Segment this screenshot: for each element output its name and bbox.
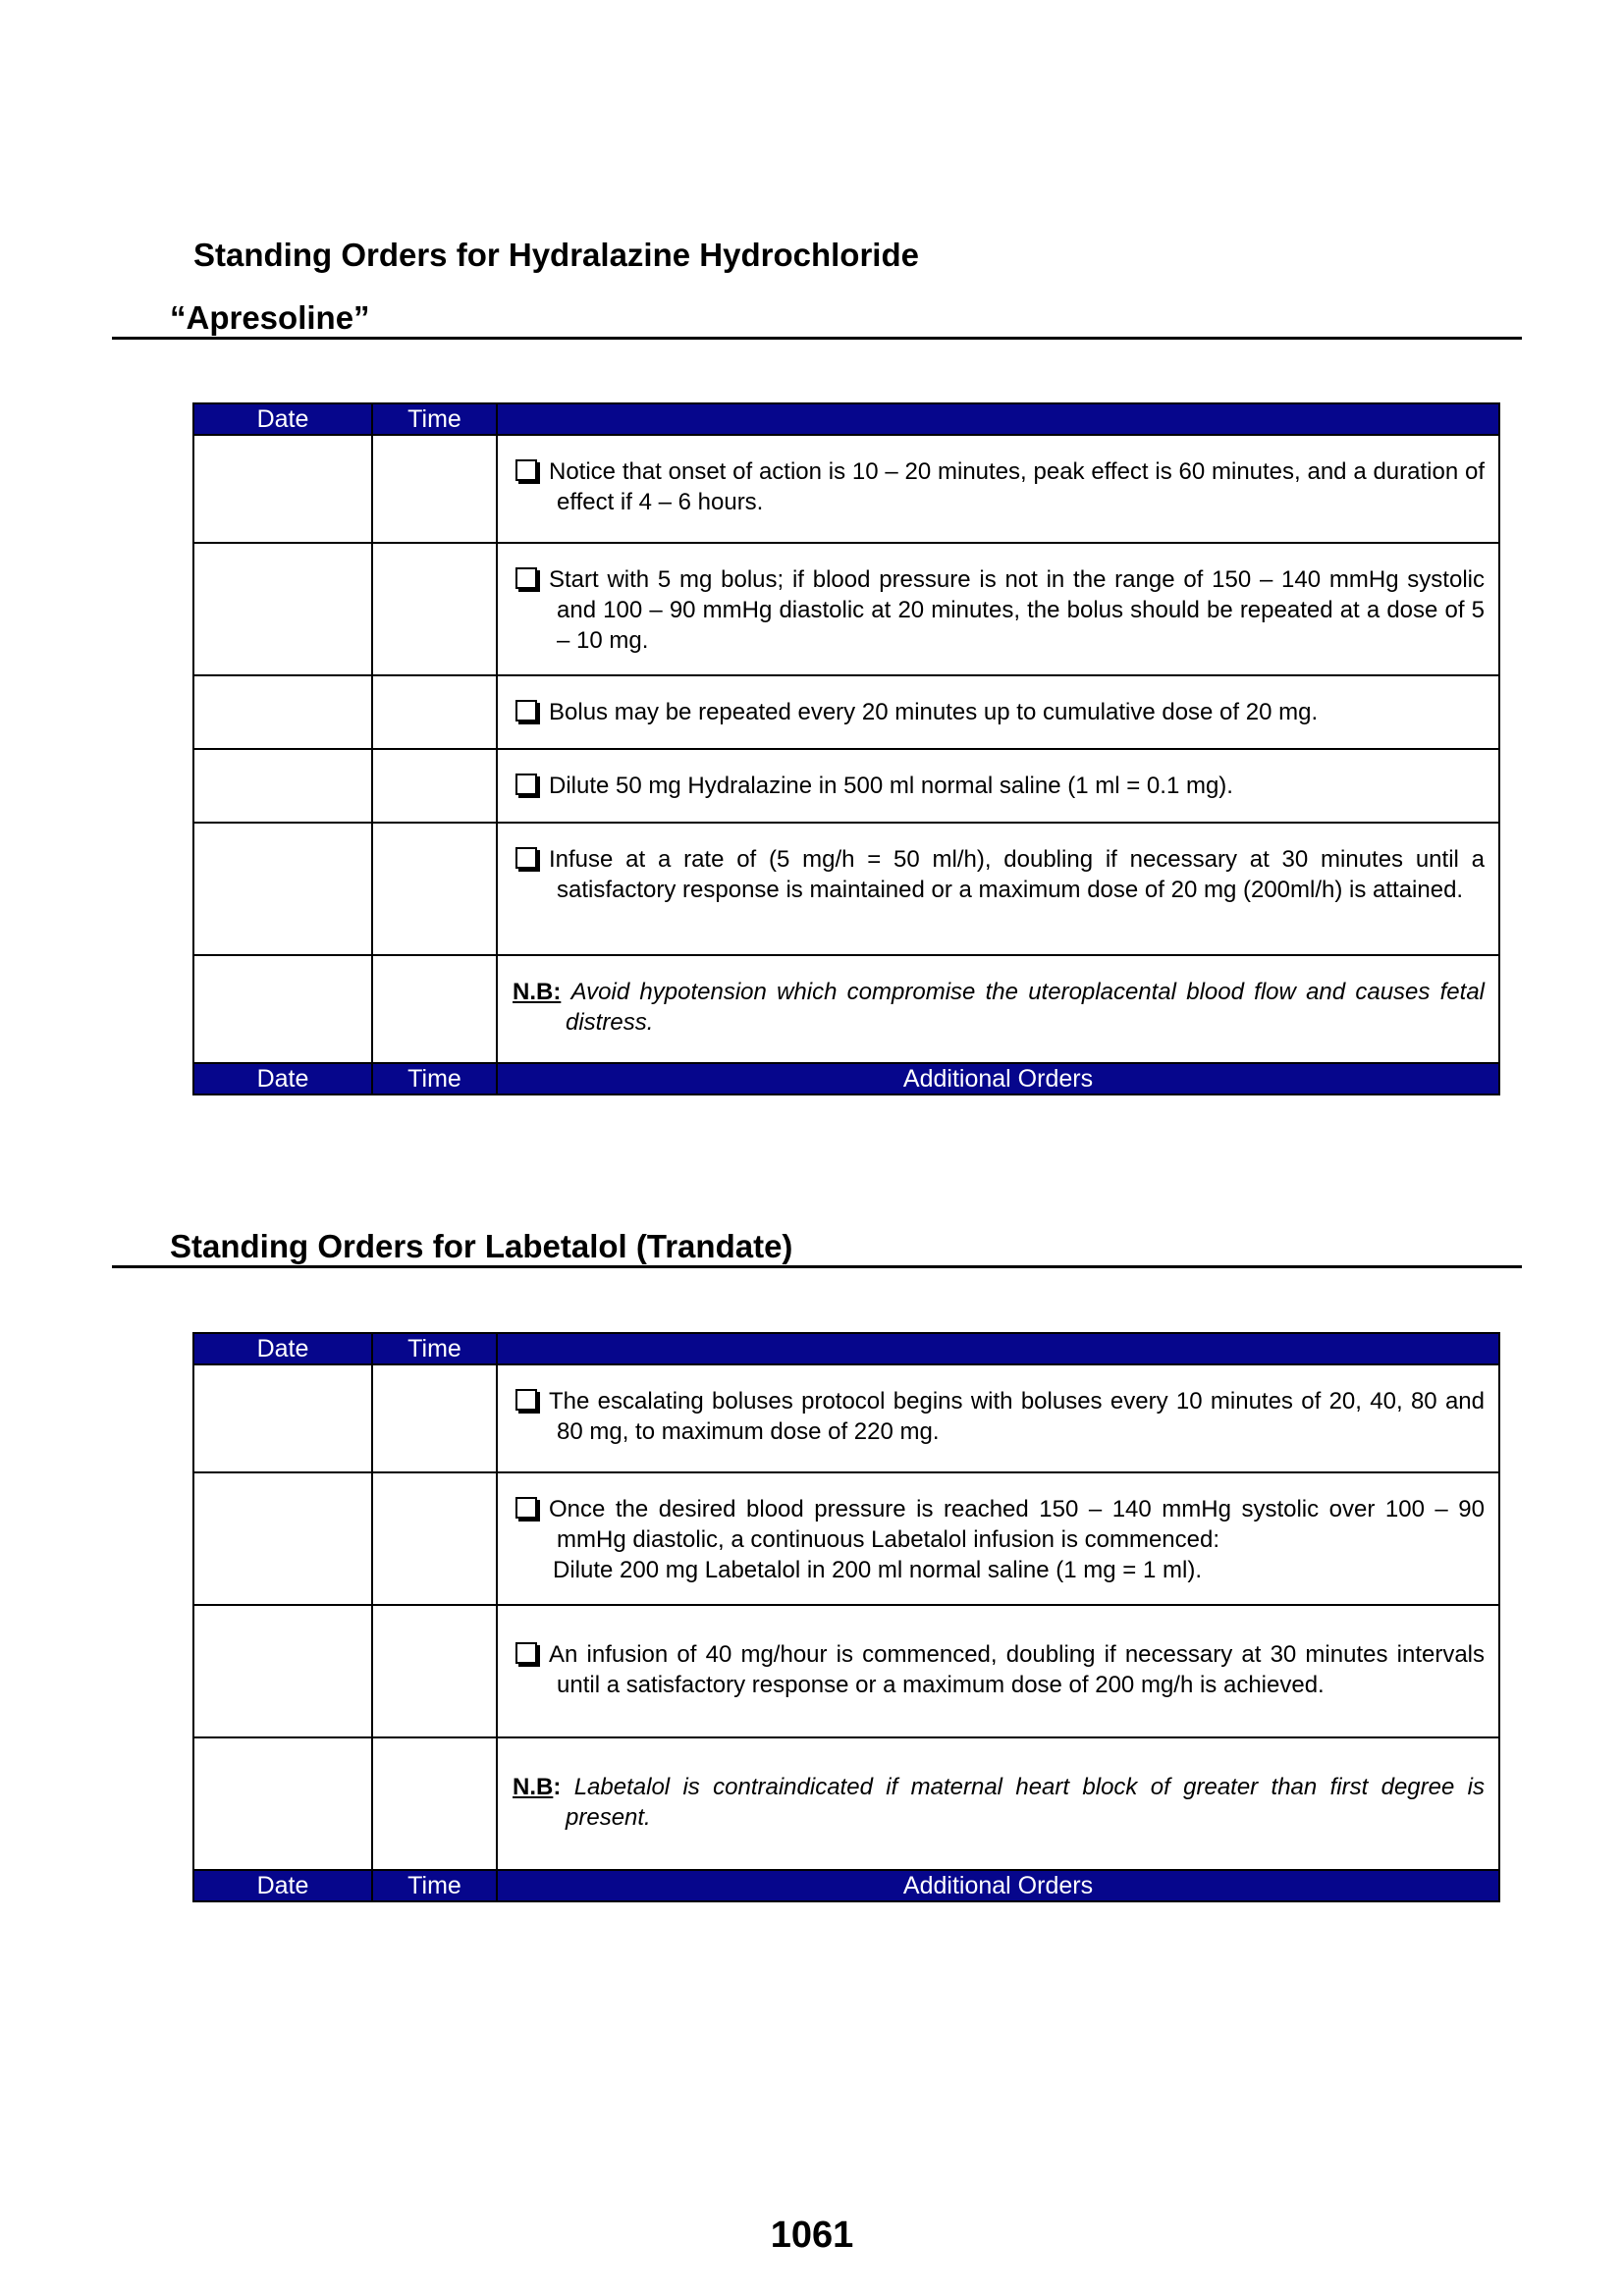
table-row (193, 823, 1499, 955)
table-row (193, 1605, 1499, 1737)
time-footer: Time (372, 1063, 497, 1095)
order-text: An infusion of 40 mg/hour is commenced, doubling if necessary at 30 minutes intervals until a satisfactory response or a maximum dose of 200 mg/h is achieved. (549, 1641, 1485, 1698)
page-number: 1061 (770, 2215, 854, 2256)
date-cell[interactable] (193, 675, 372, 749)
time-cell[interactable] (372, 543, 497, 675)
time-cell[interactable] (372, 823, 497, 955)
date-cell[interactable] (193, 543, 372, 675)
table-footer (193, 1870, 1499, 1901)
order-text: The escalating boluses protocol begins with boluses every 10 minutes of 20, 40, 80 and 80 mg, to maximum dose of 220 mg. (549, 1388, 1485, 1445)
table-row (193, 1364, 1499, 1472)
table-header (193, 403, 1499, 435)
nb-label: N.B: (513, 979, 562, 1005)
hydralazine-orders-table (192, 402, 1500, 1095)
time-cell[interactable] (372, 675, 497, 749)
section2-title: Standing Orders for Labetalol (Trandate) (170, 1228, 793, 1264)
time-cell[interactable] (372, 1605, 497, 1737)
table-row (193, 435, 1499, 543)
orders-header (497, 1333, 1499, 1364)
order-text: Once the desired blood pressure is reached 150 – 140 mmHg systolic over 100 – 90 mmHg diastolic, a continuous Labetalol infusion is commenced: (549, 1496, 1485, 1553)
date-cell[interactable] (193, 435, 372, 543)
time-header: Time (372, 403, 497, 435)
time-cell[interactable] (372, 1364, 497, 1472)
date-cell[interactable] (193, 955, 372, 1063)
order-text: Start with 5 mg bolus; if blood pressure is not in the range of 150 – 140 mmHg systolic and 100 – 90 mmHg diastolic at 20 minutes, the bolus should be repeated at a dose of 5 – 10 mg. (549, 566, 1485, 654)
nb-text: Avoid hypotension which compromise the uteroplacental blood flow and causes fetal distress. (566, 979, 1486, 1036)
labetalol-orders-table (192, 1332, 1500, 1902)
section2-rule (112, 1265, 1522, 1268)
date-cell[interactable] (193, 1605, 372, 1737)
checkbox[interactable] (515, 1642, 537, 1664)
table-row (193, 1737, 1499, 1870)
nb-note (512, 977, 1485, 1038)
date-footer: Date (193, 1063, 372, 1095)
table-header (193, 1333, 1499, 1364)
checkbox[interactable] (515, 1389, 537, 1411)
date-cell[interactable] (193, 1472, 372, 1605)
date-cell[interactable] (193, 1364, 372, 1472)
table-row (193, 675, 1499, 749)
date-header: Date (193, 403, 372, 435)
nb-colon: : (553, 1774, 562, 1800)
checkbox[interactable] (515, 847, 537, 869)
date-header: Date (193, 1333, 372, 1364)
checkbox[interactable] (515, 459, 537, 481)
table-footer (193, 1063, 1499, 1095)
time-footer: Time (372, 1870, 497, 1901)
order-text: Dilute 50 mg Hydralazine in 500 ml normal saline (1 ml = 0.1 mg). (549, 773, 1233, 799)
orders-header (497, 403, 1499, 435)
checkbox[interactable] (515, 1497, 537, 1519)
date-cell[interactable] (193, 823, 372, 955)
time-cell[interactable] (372, 749, 497, 823)
checkbox[interactable] (515, 567, 537, 589)
time-cell[interactable] (372, 955, 497, 1063)
section1-subtitle: “Apresoline” (170, 299, 370, 336)
order-text: Bolus may be repeated every 20 minutes up to cumulative dose of 20 mg. (549, 699, 1319, 725)
additional-orders-footer: Additional Orders (497, 1870, 1499, 1901)
time-header: Time (372, 1333, 497, 1364)
order-subline: Dilute 200 mg Labetalol in 200 ml normal saline (1 mg = 1 ml). (553, 1557, 1202, 1583)
table-row (193, 749, 1499, 823)
section1-rule (112, 337, 1522, 340)
date-cell[interactable] (193, 749, 372, 823)
time-cell[interactable] (372, 1737, 497, 1870)
order-text: Notice that onset of action is 10 – 20 minutes, peak effect is 60 minutes, and a duration of effect if 4 – 6 hours. (549, 458, 1485, 515)
order-text: Infuse at a rate of (5 mg/h = 50 ml/h), doubling if necessary at 30 minutes until a satisfactory response is maintained or a maximum dose of 20 mg (200ml/h) is attained. (549, 846, 1485, 903)
date-footer: Date (193, 1870, 372, 1901)
nb-note (512, 1772, 1485, 1833)
table-row (193, 543, 1499, 675)
time-cell[interactable] (372, 435, 497, 543)
time-cell[interactable] (372, 1472, 497, 1605)
section1-title: Standing Orders for Hydralazine Hydrochloride (193, 237, 919, 273)
table-row (193, 1472, 1499, 1605)
nb-text: Labetalol is contraindicated if maternal heart block of greater than first degree is present. (566, 1774, 1486, 1831)
date-cell[interactable] (193, 1737, 372, 1870)
checkbox[interactable] (515, 774, 537, 795)
checkbox[interactable] (515, 700, 537, 721)
additional-orders-footer: Additional Orders (497, 1063, 1499, 1095)
nb-label: N.B (513, 1774, 554, 1800)
table-row (193, 955, 1499, 1063)
